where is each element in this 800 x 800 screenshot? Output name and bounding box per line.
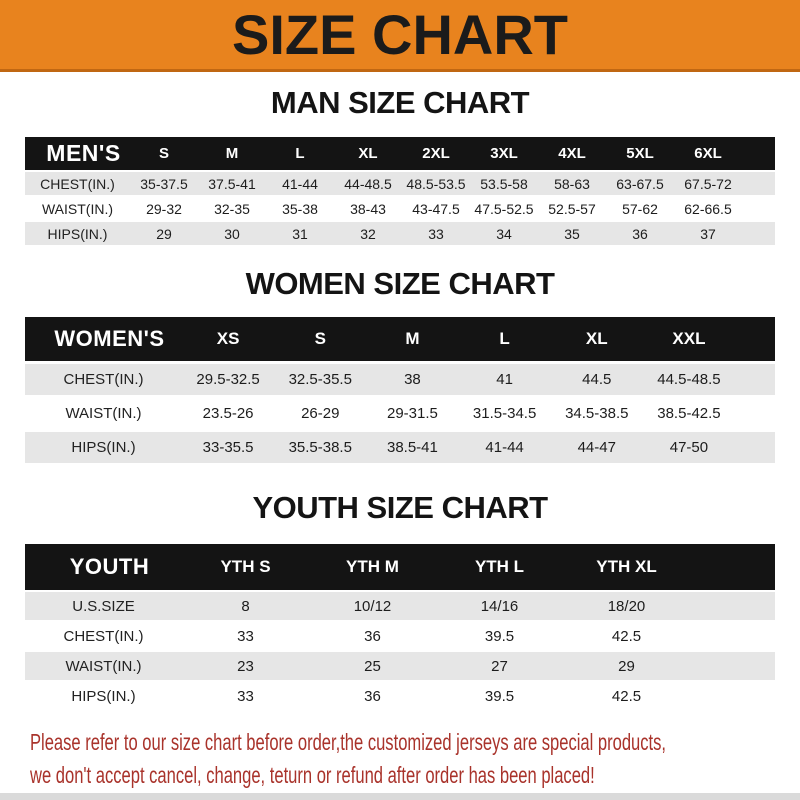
- size-column-header: M: [405, 329, 420, 348]
- value-cell: 52.5-57: [548, 200, 596, 217]
- size-column-header: YTH XL: [596, 557, 657, 576]
- value-cell: 14/16: [480, 597, 519, 615]
- size-column-header: L: [499, 329, 510, 348]
- man-size-chart-section: [0, 85, 800, 245]
- size-column-header: S: [314, 329, 326, 348]
- row-label-cell: CHEST(IN.): [63, 627, 144, 645]
- value-cell: 29: [156, 225, 172, 242]
- value-cell: 44-47: [577, 439, 616, 456]
- table-title-cell: WOMEN'S: [54, 326, 165, 351]
- value-cell: 48.5-53.5: [406, 175, 466, 192]
- value-cell: 33: [237, 627, 254, 645]
- value-cell: 27: [491, 657, 508, 675]
- size-column-header: 5XL: [626, 145, 654, 162]
- size-column-header: XS: [216, 329, 240, 348]
- measurement-row: [25, 622, 775, 650]
- size-table-header-row: [25, 137, 775, 170]
- value-cell: 23: [237, 657, 254, 675]
- measurement-row: [25, 398, 775, 429]
- row-label-cell: CHEST(IN.): [63, 371, 144, 388]
- value-cell: 34.5-38.5: [565, 405, 629, 422]
- value-cell: 23.5-26: [202, 405, 254, 422]
- value-cell: 35: [564, 225, 580, 242]
- value-cell: 62-66.5: [684, 200, 732, 217]
- value-cell: 41-44: [282, 175, 318, 192]
- disclaimer-line-2: we don't accept cancel, change, teturn or refund after order has been placed!: [30, 762, 595, 788]
- value-cell: 29: [618, 657, 635, 675]
- size-column-header: XL: [358, 145, 378, 162]
- measurement-row: [25, 364, 775, 395]
- value-cell: 47-50: [669, 439, 709, 456]
- value-cell: 42.5: [611, 627, 642, 645]
- size-column-header: XL: [585, 329, 608, 348]
- value-cell: 57-62: [622, 200, 658, 217]
- value-cell: 44.5-48.5: [657, 371, 721, 388]
- row-label-cell: HIPS(IN.): [71, 687, 136, 705]
- value-cell: 38.5-42.5: [657, 405, 721, 422]
- row-label-cell: CHEST(IN.): [40, 175, 115, 192]
- row-label-cell: U.S.SIZE: [72, 597, 135, 615]
- women-chart-heading: WOMEN SIZE CHART: [245, 266, 555, 301]
- value-cell: 42.5: [611, 687, 642, 705]
- value-cell: 18/20: [607, 597, 646, 615]
- size-column-header: 2XL: [422, 145, 450, 162]
- women-size-chart-section: [0, 266, 800, 463]
- value-cell: 34: [496, 225, 512, 242]
- value-cell: 32: [360, 225, 376, 242]
- youth-size-chart-section: [0, 490, 800, 710]
- value-cell: 33: [237, 687, 254, 705]
- row-label-cell: WAIST(IN.): [65, 657, 142, 675]
- youth-chart-heading: YOUTH SIZE CHART: [252, 490, 548, 525]
- value-cell: 29.5-32.5: [196, 371, 260, 388]
- measurement-row: [25, 652, 775, 680]
- value-cell: 67.5-72: [684, 175, 732, 192]
- value-cell: 29-31.5: [386, 405, 438, 422]
- size-column-header: L: [295, 145, 305, 162]
- value-cell: 41-44: [485, 439, 524, 456]
- row-label-cell: WAIST(IN.): [65, 405, 142, 422]
- row-label-cell: HIPS(IN.): [47, 225, 108, 242]
- value-cell: 38-43: [350, 200, 386, 217]
- size-column-header: 4XL: [558, 145, 586, 162]
- row-label-cell: WAIST(IN.): [41, 200, 114, 217]
- size-column-header: 3XL: [490, 145, 518, 162]
- value-cell: 32.5-35.5: [288, 371, 352, 388]
- value-cell: 36: [364, 627, 381, 645]
- value-cell: 38: [404, 371, 421, 388]
- value-cell: 47.5-52.5: [474, 200, 534, 217]
- value-cell: 29-32: [146, 200, 182, 217]
- value-cell: 41: [496, 371, 513, 388]
- value-cell: 38.5-41: [386, 439, 438, 456]
- value-cell: 26-29: [301, 405, 340, 422]
- table-title-cell: MEN'S: [46, 140, 121, 166]
- value-cell: 8: [241, 597, 250, 615]
- value-cell: 58-63: [554, 175, 590, 192]
- value-cell: 53.5-58: [480, 175, 528, 192]
- value-cell: 44.5: [582, 371, 612, 388]
- women-size-table: [25, 317, 775, 463]
- value-cell: 39.5: [484, 687, 515, 705]
- value-cell: 10/12: [353, 597, 392, 615]
- value-cell: 63-67.5: [616, 175, 664, 192]
- value-cell: 35-38: [282, 200, 318, 217]
- page-title: SIZE CHART: [232, 2, 568, 66]
- man-size-table: [25, 137, 775, 245]
- value-cell: 25: [364, 657, 381, 675]
- value-cell: 37.5-41: [208, 175, 256, 192]
- size-table-header-row: [25, 544, 775, 590]
- value-cell: 35.5-38.5: [288, 439, 352, 456]
- value-cell: 36: [364, 687, 381, 705]
- man-chart-heading: MAN SIZE CHART: [270, 85, 530, 120]
- value-cell: 43-47.5: [412, 200, 460, 217]
- value-cell: 31.5-34.5: [472, 405, 537, 422]
- measurement-row: [25, 592, 775, 620]
- order-disclaimer: [30, 726, 800, 792]
- size-charts-container: [0, 85, 800, 710]
- value-cell: 44-48.5: [344, 175, 392, 192]
- measurement-row: [25, 222, 775, 245]
- row-label-cell: HIPS(IN.): [71, 439, 136, 456]
- size-column-header: YTH L: [474, 557, 525, 576]
- size-table-header-row: [25, 317, 775, 361]
- value-cell: 32-35: [214, 200, 250, 217]
- youth-size-table: [25, 544, 775, 710]
- measurement-row: [25, 682, 775, 710]
- value-cell: 31: [292, 225, 308, 242]
- value-cell: 36: [632, 225, 648, 242]
- size-column-header: XXL: [672, 329, 706, 348]
- measurement-row: [25, 432, 775, 463]
- value-cell: 39.5: [484, 627, 515, 645]
- measurement-row: [25, 197, 775, 220]
- disclaimer-line-1: Please refer to our size chart before order,the customized jerseys are special products,: [30, 729, 667, 755]
- size-column-header: YTH S: [220, 557, 271, 576]
- value-cell: 37: [700, 225, 716, 242]
- size-column-header: M: [225, 145, 239, 162]
- size-column-header: 6XL: [694, 145, 722, 162]
- value-cell: 30: [224, 225, 240, 242]
- size-column-header: YTH M: [346, 557, 399, 576]
- size-chart-banner: [0, 0, 800, 72]
- value-cell: 33-35.5: [202, 439, 254, 456]
- bottom-border-strip: [0, 793, 800, 800]
- value-cell: 33: [428, 225, 444, 242]
- size-column-header: S: [158, 145, 169, 162]
- measurement-row: [25, 172, 775, 195]
- value-cell: 35-37.5: [140, 175, 188, 192]
- table-title-cell: YOUTH: [69, 554, 150, 579]
